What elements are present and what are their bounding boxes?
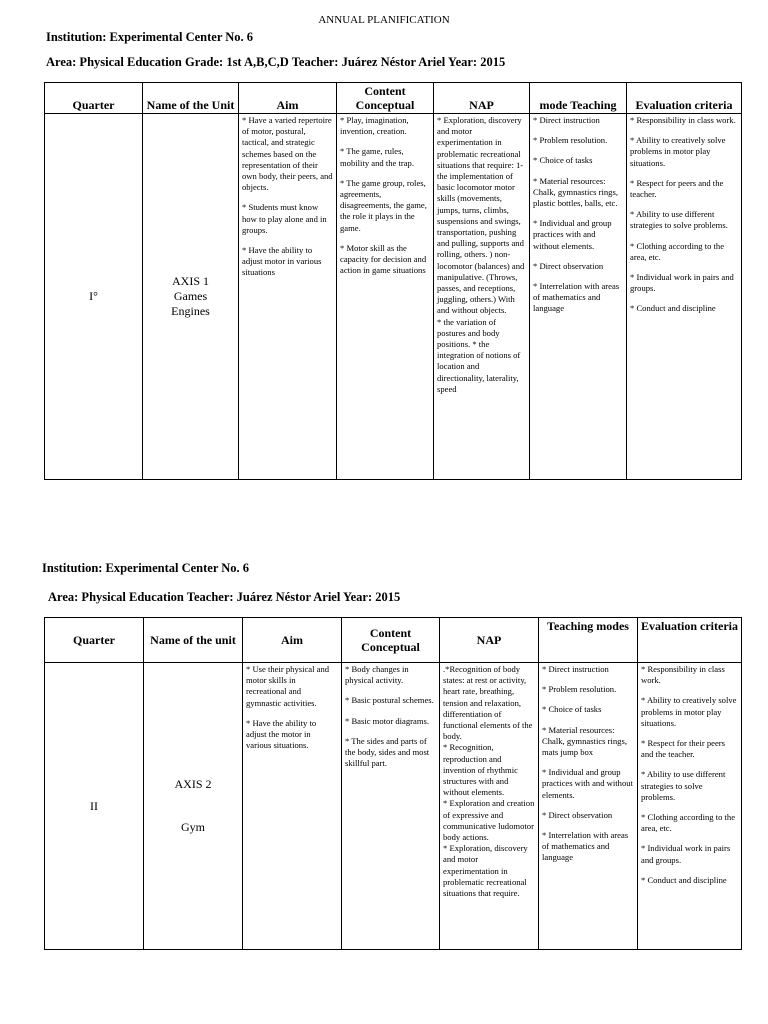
evaluation-cell <box>627 114 742 480</box>
aim-cell <box>239 114 337 480</box>
list-item: AXIS 2 <box>174 777 212 791</box>
mode-cell <box>530 114 627 480</box>
list-item: * Direct instruction <box>533 115 600 125</box>
list-item: * Exploration, discovery and motor experimentation in problematic recreational situations that require: 1- the implementation of basic locomotor motor skills (movements, jumps, turns, climbs, suspensions and swings, transportation, pushing and pulling, supports and rolling, others. ) non-locomotor (balances) and manipulative. (Throws, passes, and receptions, juggling, others.) With and without objects. <box>437 115 525 316</box>
evaluation-cell <box>638 663 742 950</box>
list-item: * Use their physical and motor skills in recreational and gymnastic activities. <box>246 664 330 708</box>
table-row <box>45 114 742 480</box>
list-item: * Basic postural schemes. <box>345 695 434 706</box>
list-item: * Exploration, discovery and motor experimentation in problematic recreational situations that require. <box>443 843 528 899</box>
quarter-cell: II <box>45 663 144 950</box>
list-item: * The sides and parts of the body, sides and most skillful part. <box>345 735 430 769</box>
header-evaluation: Evaluation criteria <box>627 83 742 114</box>
list-item: * The game group, roles, agreements, disagreements, the game, the role it plays in the game. <box>340 177 427 233</box>
list-item: Games <box>173 289 208 303</box>
table-header-row <box>45 83 742 114</box>
list-item: * Recognition, reproduction and invention of rhythmic structures with and without elements. <box>443 742 518 798</box>
header-unit: Name of the unit <box>144 618 243 663</box>
list-item: * Have the ability to adjust motor in various situations <box>242 245 322 278</box>
list-item: * Individual and group practices with and without elements. <box>542 767 633 800</box>
list-item: * the variation of postures and body positions. * the integration of notions of location and directionality, laterality, speed <box>437 316 521 394</box>
planification-table-2 <box>44 617 742 950</box>
area-heading-1: Area: Physical Education Grade: 1st A,B,C,D Teacher: Juárez Néstor Ariel Year: 2015 <box>46 55 506 69</box>
list-item: * Problem resolution. <box>542 684 617 695</box>
header-nap: NAP <box>434 83 530 114</box>
header-mode: mode Teaching <box>530 83 627 114</box>
list-item: * Problem resolution. <box>533 135 608 146</box>
list-item: * Responsibility in class work. <box>630 115 736 125</box>
list-item: * Ability to creatively solve problems in motor play situations. <box>630 135 726 168</box>
list-item: * Interrelation with areas of mathematics and language <box>533 281 620 314</box>
list-item: * Respect for their peers and the teacher. <box>641 738 725 760</box>
list-item: * Responsibility in class work. <box>641 664 725 686</box>
mode-cell <box>539 663 638 950</box>
list-item: * Ability to use different strategies to solve problems. <box>641 769 726 802</box>
list-item: * Conduct and discipline <box>630 303 716 314</box>
list-item: * Exploration and creation of expressive and communicative ludomotor body actions. <box>443 798 535 843</box>
content-cell <box>342 663 440 950</box>
list-item: * Individual and group practices with and without elements. <box>533 218 612 251</box>
table-row <box>45 663 742 950</box>
institution-heading-2: Institution: Experimental Center No. 6 <box>42 561 250 575</box>
header-aim: Aim <box>239 83 337 114</box>
list-item: * Individual work in pairs and groups. <box>641 843 731 865</box>
list-item: * Have the ability to adjust the motor in various situations. <box>246 717 317 751</box>
list-item: * Direct observation <box>542 809 613 820</box>
area-heading-2: Area: Physical Education Teacher: Juárez Néstor Ariel Year: 2015 <box>48 590 401 604</box>
list-item: * Respect for peers and the teacher. <box>630 177 724 200</box>
list-item: * Students must know how to play alone and in groups. <box>242 202 327 235</box>
list-item: Gym <box>181 820 205 834</box>
unit-cell <box>143 114 239 480</box>
header-nap: NAP <box>440 618 539 663</box>
list-item: * Ability to creatively solve problems in motor play situations. <box>641 695 737 728</box>
document-title: ANNUAL PLANIFICATION <box>318 14 450 26</box>
table-header-row <box>45 618 742 663</box>
list-item: * Direct instruction <box>542 664 609 674</box>
list-item: Engines <box>171 304 210 318</box>
list-item: * Choice of tasks <box>542 704 602 715</box>
header-mode: Teaching modes <box>539 618 638 663</box>
list-item: * Body changes in physical activity. <box>345 664 409 686</box>
nap-cell <box>440 663 539 950</box>
list-item: * Clothing according to the area, etc. <box>641 812 736 834</box>
list-item: * Play, imagination, invention, creation. <box>340 115 409 137</box>
list-item: * The game, rules, mobility and the trap. <box>340 146 414 168</box>
list-item: * Clothing according to the area, etc. <box>630 240 725 262</box>
header-unit: Name of the Unit <box>143 83 239 114</box>
list-item: * Material resources: Chalk, gymnastics rings, plastic bottles, balls, etc. <box>533 175 618 209</box>
list-item: * Interrelation with areas of mathematics and language <box>542 830 629 863</box>
quarter-cell: I° <box>45 114 143 480</box>
list-item: * Ability to use different strategies to solve problems. <box>630 209 728 231</box>
list-item: .*Recognition of body states: at rest or activity, heart rate, breathing, tension and relaxation, differentiation of functional elements of the body. <box>443 664 533 742</box>
list-item: AXIS 1 <box>171 274 209 288</box>
list-item: * Direct observation <box>533 260 604 271</box>
aim-cell <box>243 663 342 950</box>
unit-cell <box>144 663 243 950</box>
header-quarter: Quarter <box>45 83 143 114</box>
header-aim: Aim <box>243 618 342 663</box>
list-item: * Choice of tasks <box>533 155 593 166</box>
header-evaluation: Evaluation criteria <box>638 618 742 663</box>
header-quarter: Quarter <box>45 618 144 663</box>
nap-cell <box>434 114 530 480</box>
list-item: * Conduct and discipline <box>641 874 727 885</box>
list-item: * Individual work in pairs and groups. <box>630 272 734 294</box>
institution-heading-1: Institution: Experimental Center No. 6 <box>46 30 254 44</box>
header-content: Content Conceptual <box>342 618 440 663</box>
planification-table-1 <box>44 82 742 480</box>
header-content: Content Conceptual <box>337 83 434 114</box>
list-item: * Basic motor diagrams. <box>345 715 430 726</box>
list-item: * Material resources: Chalk, gymnastics rings, mats jump box <box>542 724 627 758</box>
list-item: * Have a varied repertoire of motor, postural, tactical, and strategic schemes based on the representation of their own body, their peers, and objects. <box>242 115 333 193</box>
content-cell <box>337 114 434 480</box>
list-item: * Motor skill as the capacity for decision and action in game situations <box>340 242 427 276</box>
